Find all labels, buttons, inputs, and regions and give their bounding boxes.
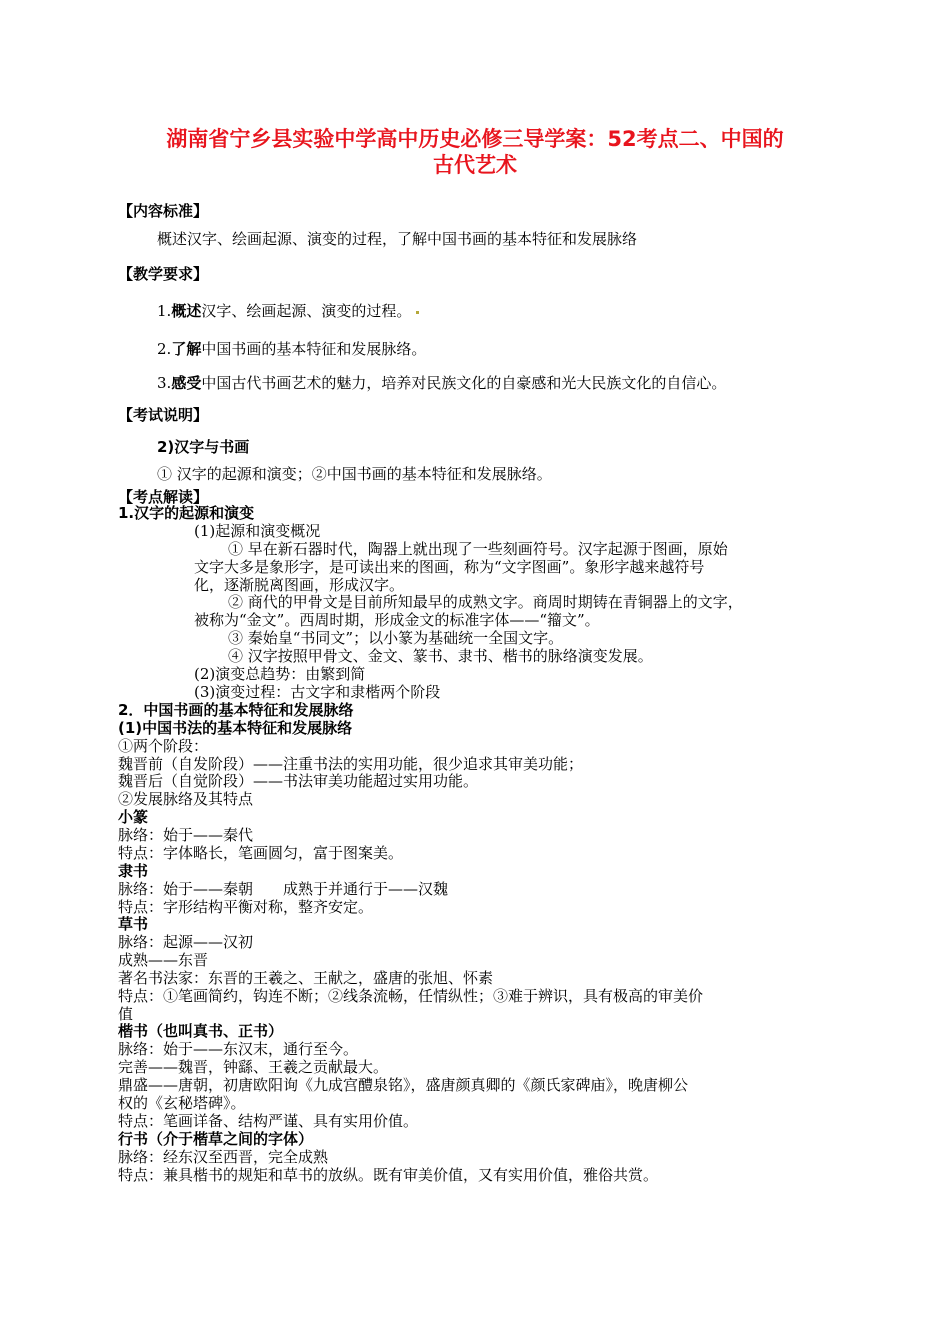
para-b-line1: ② 商代的甲骨文是目前所知最早的成熟文字。商周时期铸在青铜器上的文字， [228,593,743,611]
line-two-stages: ①两个阶段： [118,737,209,755]
document-title-line1: 湖南省宁乡县实验中学高中历史必修三导学案：52考点二、中国的 [166,127,784,151]
points-heading: 【考点解读】 [118,488,209,506]
teaching-item-3-text: 中国古代书画艺术的魅力，培养对民族文化的自豪感和光大民族文化的自信心。 [201,374,727,392]
kaishu-line3: 鼎盛——唐朝，初唐欧阳询《九成宫醴泉铭》，盛唐颜真卿的《颜氏家碑庙》，晚唐柳公 [118,1076,689,1094]
teaching-item-1-key: 概述 [171,302,202,320]
teaching-item-3-key: 感受 [171,374,202,392]
teaching-item-2-num: 2. [157,340,172,358]
kaishu-line2: 完善——魏晋，钟繇、王羲之贡献最大。 [118,1058,389,1076]
kaishu-line4: 权的《玄秘塔碑》。 [118,1094,246,1112]
teaching-item-1-text: 汉字、绘画起源、演变的过程。 [201,302,412,320]
section-1-sub-2: (2)演变总趋势：由繁到简 [194,665,366,683]
caoshu-heading: 草书 [118,915,149,933]
section-1-heading: 1.汉字的起源和演变 [118,504,255,522]
para-d-line1: ④ 汉字按照甲骨文、金文、篆书、隶书、楷书的脉络演变发展。 [228,647,653,665]
xiaozhuan-heading: 小篆 [118,808,149,826]
line-development: ②发展脉络及其特点 [118,790,254,808]
content-standard-text: 概述汉字、绘画起源、演变的过程，了解中国书画的基本特征和发展脉络 [157,230,638,248]
para-a-line3: 化，逐渐脱离图画，形成汉字。 [194,576,405,594]
teaching-item-2-key: 了解 [171,340,202,358]
teaching-heading: 【教学要求】 [118,265,209,283]
lishu-heading: 隶书 [118,862,149,880]
xiaozhuan-line2: 特点：字体略长，笔画圆匀，富于图案美。 [118,844,404,862]
teaching-item-1-num: 1. [157,302,172,320]
teaching-item-2-text: 中国书画的基本特征和发展脉络。 [201,340,427,358]
xingshu-line1: 脉络：经东汉至西晋，完全成熟 [118,1148,329,1166]
dot-mark [416,311,419,314]
kaishu-heading: 楷书（也叫真书、正书） [118,1022,284,1040]
teaching-item-3-num: 3. [157,374,172,392]
para-a-line2: 文字大多是象形字，是可读出来的图画，称为“文字图画”。象形字越来越符号 [194,558,705,576]
content-standard-heading: 【内容标准】 [118,202,209,220]
lishu-line2: 特点：字形结构平衡对称，整齐安定。 [118,898,374,916]
lishu-line1: 脉络：始于——秦朝 成熟于并通行于——汉魏 [118,880,449,898]
para-a-line1: ① 早在新石器时代，陶器上就出现了一些刻画符号。汉字起源于图画，原始 [228,540,728,558]
teaching-item-3 [157,374,726,392]
kaishu-line5: 特点：笔画详备、结构严谨、具有实用价值。 [118,1112,419,1130]
kaishu-line1: 脉络：始于——东汉末，通行至今。 [118,1040,359,1058]
document-title-line2: 古代艺术 [433,153,517,177]
xingshu-line2: 特点：兼具楷书的规矩和草书的放纵。既有审美价值，又有实用价值，雅俗共赏。 [118,1166,659,1184]
xiaozhuan-line1: 脉络：始于——秦代 [118,826,254,844]
exam-heading: 【考试说明】 [118,406,209,424]
para-c-line1: ③ 秦始皇“书同文”；以小篆为基础统一全国文字。 [228,629,564,647]
caoshu-line4: 特点：①笔画简约，钩连不断；②线条流畅，任情纵性；③难于辨识，具有极高的审美价 [118,987,704,1005]
line-before-wei-jin: 魏晋前（自发阶段）——注重书法的实用功能，很少追求其审美功能； [118,755,584,773]
line-after-wei-jin: 魏晋后（自觉阶段）——书法审美功能超过实用功能。 [118,772,479,790]
para-b-line2: 被称为“金文”。西周时期，形成金文的标准字体——“籀文”。 [194,611,600,629]
section-2-sub-1: (1)中国书法的基本特征和发展脉络 [118,719,353,737]
teaching-item-1 [157,302,419,320]
caoshu-line5: 值 [118,1005,134,1023]
section-2-heading: 2．中国书画的基本特征和发展脉络 [118,701,354,719]
caoshu-line1: 脉络：起源——汉初 [118,933,254,951]
exam-text: ① 汉字的起源和演变；②中国书画的基本特征和发展脉络。 [157,465,552,483]
caoshu-line2: 成熟——东晋 [118,951,209,969]
section-1-sub-3: (3)演变过程：古文字和隶楷两个阶段 [194,683,441,701]
xingshu-heading: 行书（介于楷草之间的字体） [118,1130,314,1148]
teaching-item-2 [157,340,426,358]
exam-subheading: 2)汉字与书画 [157,438,250,456]
caoshu-line3: 著名书法家：东晋的王羲之、王献之，盛唐的张旭、怀素 [118,969,494,987]
section-1-sub-1: (1)起源和演变概况 [194,522,321,540]
